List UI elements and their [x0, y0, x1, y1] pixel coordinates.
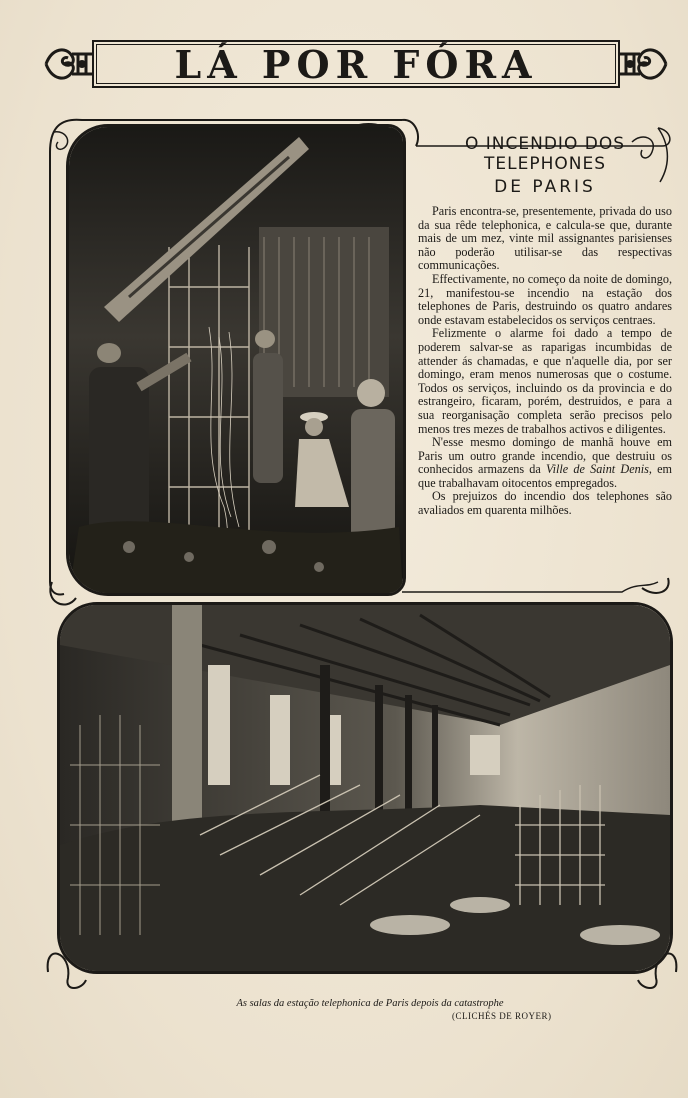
- paragraph-2: Effectivamente, no começo da noite de domingo, 21, manifestou-se incendio na estação dos telephones de Paris, destruindo os quatro andares onde estavam estabelecidos os serviços centraes.: [418, 271, 672, 327]
- ornament-right-icon: [618, 38, 670, 90]
- paragraph-4: [418, 436, 672, 490]
- masthead: [42, 36, 670, 92]
- store-name: Ville de Saint Denis: [546, 462, 649, 477]
- article-title: O INCENDIO DOS TELEPHONES: [465, 134, 625, 174]
- paragraph-4-tail: , em que trabalhavam oitocentos empregados.: [418, 462, 673, 490]
- photo-destroyed-hall-image: [60, 605, 670, 971]
- photo-fire-workers-image: [69, 127, 403, 593]
- paragraph-3: Felizmente o alarme foi dado a tempo de poderem salvar-se as raparigas incumbidas de attender ás chamadas, e que n'aquelle dia, por ser domingo, eram menos numerosas que o costume. Todos os serviços, incluindo os da provincia e do estrangeiro, ficaram, porém, destruidos, e para a sua reorganisação completa serão precisos pelo menos tres mezes de trabalhos activos e diligentes.: [418, 326, 672, 436]
- article-body: [418, 205, 672, 518]
- paragraph-1: Paris encontra-se, presentemente, privada do uso da sua rêde telephonica, e calcula-se que, durante mais de um mez, vinte mil assignantes parisienses não poderão utilisar-se das respectivas communicações.: [418, 204, 672, 273]
- photo-credit: (CLICHÉS DE ROYER): [452, 1011, 552, 1021]
- article-subtitle: DE PARIS: [494, 177, 596, 197]
- ornament-left-icon: [42, 38, 94, 90]
- paragraph-4-text: N'esse mesmo domingo de manhã houve em Paris um outro grande incendio, que destruiu os conhecidos armazens da: [418, 435, 672, 477]
- page-title: LÁ POR FÓRA: [174, 41, 538, 87]
- article: [418, 134, 672, 518]
- photo-fire-workers: [66, 124, 406, 596]
- photo-caption: As salas da estação telephonica de Paris depois da catastrophe: [236, 998, 504, 1009]
- photo-destroyed-hall: [57, 602, 673, 974]
- paragraph-5: Os prejuizos do incendio dos telephones são avaliados em quarenta milhões.: [418, 489, 672, 518]
